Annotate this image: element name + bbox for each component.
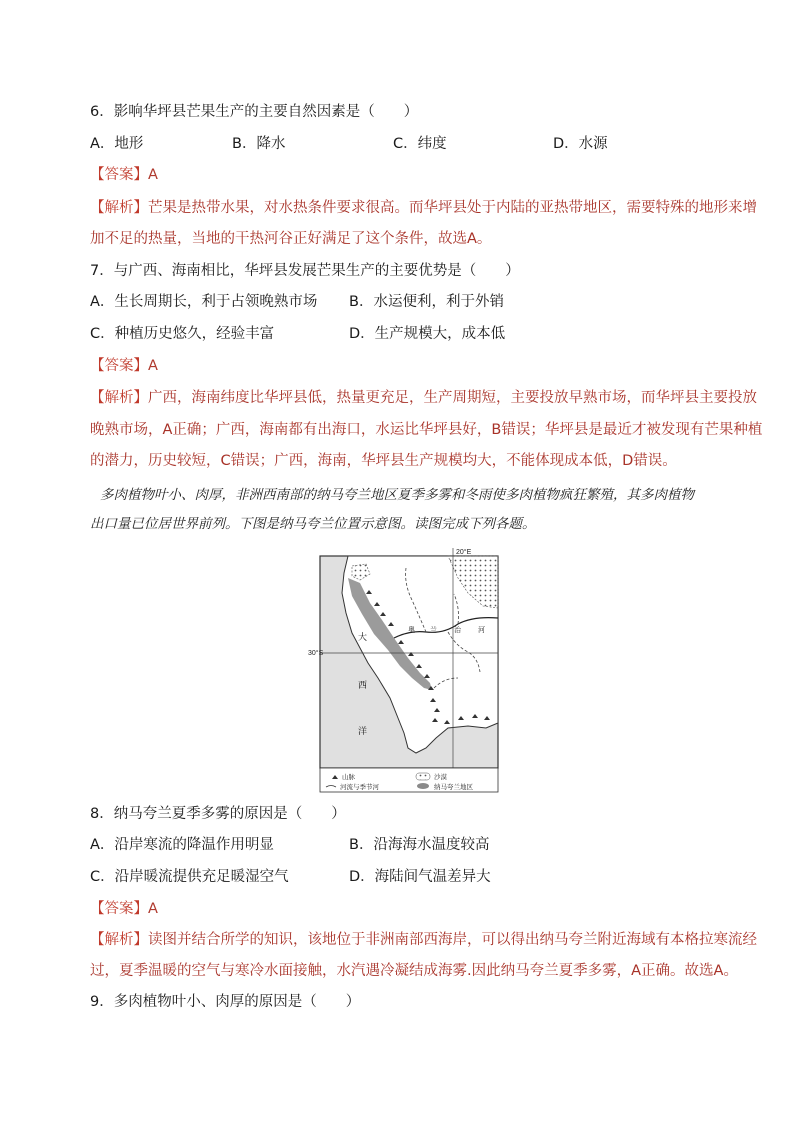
map-river-char-3: 治 [454, 626, 461, 634]
q8-analysis-line-2: 过，夏季温暖的空气与寒冷水面接触，水汽遇冷凝结成海雾.因此纳马夸兰夏季多雾，A正确。故选A。 [90, 963, 738, 979]
q7-option-c: C．种植历史悠久，经验丰富 [90, 326, 275, 342]
q7-option-b: B．水运便利，利于外销 [349, 294, 504, 310]
q8-answer [90, 899, 158, 919]
q6-question: 6．影响华坪县芒果生产的主要自然因素是（ ） [90, 104, 419, 120]
legend-region-label: 纳马夸兰地区 [434, 783, 473, 791]
q6-option-c: C．纬度 [393, 136, 447, 152]
map-river-char-1: 奥 [408, 626, 415, 634]
map-lat-label: 30°S [308, 650, 324, 657]
q7-answer-value: A [148, 358, 158, 374]
q7-option-d: D．生产规模大，成本低 [349, 326, 506, 342]
q7-analysis-line-1: 【解析】广西，海南纬度比华坪县低，热量更充足，生产周期短，主要投放早熟市场，而华坪县主要投放 [90, 390, 757, 406]
q7-option-a: A．生长周期长，利于占领晚熟市场 [90, 294, 318, 310]
q8-analysis-line-1: 【解析】读图并结合所学的知识，该地位于非洲南部西海岸，可以得出纳马夸兰附近海域有本格拉寒流经 [90, 932, 757, 948]
q7-question: 7．与广西、海南相比，华坪县发展芒果生产的主要优势是（ ） [90, 263, 520, 279]
q6-answer-value: A [148, 167, 158, 183]
q8-option-c: C．沿岸暖流提供充足暖湿空气 [90, 869, 289, 885]
q7-analysis-tag: 【解析】 [90, 390, 148, 406]
intro-line-1: 多肉植物叶小、肉厚，非洲西南部的纳马夸兰地区夏季多雾和冬雨使多肉植物疯狂繁殖，其多肉植物 [100, 487, 694, 503]
q7-answer-tag: 【答案】 [90, 358, 148, 374]
q6-option-a: A．地形 [90, 136, 144, 152]
map-lon-label: 20°E [456, 549, 472, 556]
map-ocean-char-2: 西 [358, 681, 368, 691]
map-legend [320, 768, 498, 792]
legend-river-label: 河流与季节河 [340, 783, 379, 791]
q8-option-b: B．沿海海水温度较高 [349, 837, 490, 853]
q6-analysis-line-2: 加不足的热量，当地的干热河谷正好满足了这个条件，故选A。 [90, 231, 492, 247]
map-ocean-char-3: 洋 [358, 727, 368, 737]
q8-question: 8．纳马夸兰夏季多雾的原因是（ ） [90, 806, 346, 822]
legend-desert-label: 沙漠 [434, 773, 447, 781]
map-river-char-2: 兰 [430, 626, 437, 634]
q6-answer [90, 165, 158, 185]
q8-option-a: A．沿岸寒流的降温作用明显 [90, 837, 274, 853]
map-ocean-char-1: 大 [358, 633, 368, 643]
q6-answer-tag: 【答案】 [90, 167, 148, 183]
namaqualand-location-map [308, 548, 508, 793]
q6-analysis-tag: 【解析】 [90, 200, 148, 216]
q7-analysis-line-2: 晚熟市场，A正确；广西，海南都有出海口，水运比华坪县好，B错误；华坪县是最近才被发现有芒果种植 [90, 422, 763, 438]
q9-question: 9．多肉植物叶小、肉厚的原因是（ ） [90, 994, 361, 1010]
legend-mountain-label: 山脉 [342, 773, 355, 781]
q6-option-b: B．降水 [232, 136, 286, 152]
q8-option-d: D．海陆间气温差异大 [349, 869, 491, 885]
q6-option-d: D．水源 [553, 136, 608, 152]
q7-analysis-line-3: 的潜力，历史较短，C错误；广西，海南，华坪县生产规模均大，不能体现成本低，D错误。 [90, 453, 677, 469]
q8-analysis-tag: 【解析】 [90, 932, 148, 948]
intro-line-2: 出口量已位居世界前列。下图是纳马夸兰位置示意图。读图完成下列各题。 [90, 516, 536, 532]
map-river-char-4: 河 [478, 626, 485, 634]
legend-region-icon [417, 783, 429, 789]
q8-answer-value: A [148, 901, 158, 917]
q6-analysis-line-1: 【解析】芒果是热带水果，对水热条件要求很高。而华坪县处于内陆的亚热带地区，需要特殊的地形来增 [90, 200, 757, 216]
legend-desert-icon [416, 773, 430, 780]
q7-answer [90, 356, 158, 376]
q8-answer-tag: 【答案】 [90, 901, 148, 917]
